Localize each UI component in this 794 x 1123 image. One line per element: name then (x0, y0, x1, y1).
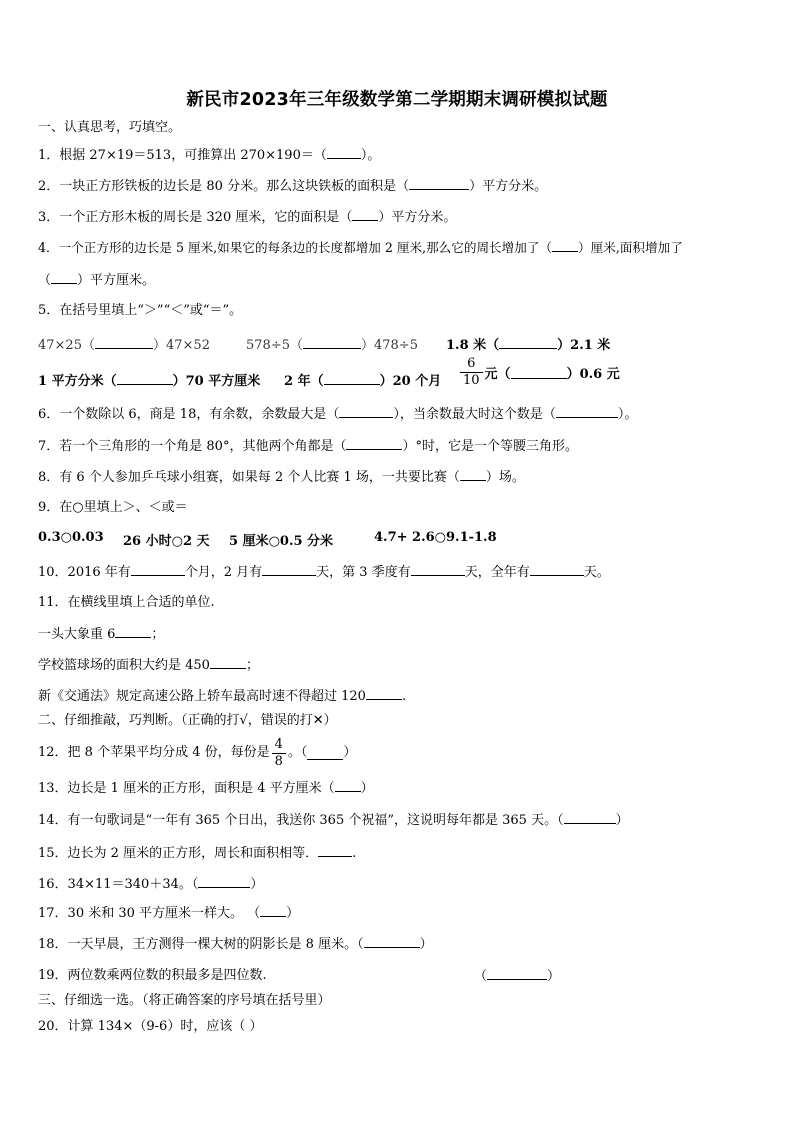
answer-blank[interactable] (530, 563, 584, 576)
section-1-heading: 一、认真思考，巧填空。 (38, 120, 182, 135)
question-13: 13．边长是 1 厘米的正方形，面积是 4 平方厘米（ ） (38, 781, 374, 796)
q11-line-2: 学校篮球场的面积大约是 450 ； (38, 658, 259, 673)
question-3: 3．一个正方形木板的周长是 320 厘米，它的面积是（ ）平方分米。 (38, 210, 457, 225)
q5-item-5: 2 年（ ）20 个月 (284, 374, 442, 389)
answer-blank[interactable] (303, 336, 361, 349)
answer-blank[interactable] (564, 811, 616, 824)
answer-blank[interactable] (556, 405, 618, 418)
q9-item-3: 5 厘米○0.5 分米 (229, 534, 334, 549)
question-2: 2．一块正方形铁板的边长是 80 分米。那么这块铁板的面积是（ ）平方分米。 (38, 179, 548, 194)
answer-blank[interactable] (307, 747, 343, 760)
q9-item-4: 4.7+ 2.6○9.1-1.8 (374, 530, 497, 545)
answer-blank[interactable] (499, 336, 557, 349)
answer-blank[interactable] (260, 904, 286, 917)
answer-blank[interactable] (115, 625, 151, 638)
answer-blank[interactable] (364, 935, 420, 948)
answer-blank[interactable] (487, 967, 547, 980)
answer-blank[interactable] (409, 177, 469, 190)
question-14: 14．有一句歌词是“一年有 365 个日出，我送你 365 个祝福”，这说明每年都是 365 天。（ ） (38, 813, 629, 828)
fraction-4-8: $\frac{4}{8}$ (272, 737, 286, 770)
q11-line-3: 新《交通法》规定高速公路上轿车最高时速不得超过 120 . (38, 689, 407, 704)
q5-item-1: 47×25（ ）47×52 (38, 338, 210, 353)
question-17: 17．30 米和 30 平方厘米一样大。 （ ） (38, 906, 300, 921)
question-19-answer: （ ） (474, 969, 561, 984)
answer-blank[interactable] (366, 687, 402, 700)
question-4-cont: （ ）平方厘米。 (38, 273, 156, 288)
answer-blank[interactable] (262, 563, 316, 576)
question-18: 18．一天早晨，王方测得一棵大树的阴影长是 8 厘米。（ ） (38, 937, 433, 952)
answer-blank[interactable] (460, 468, 486, 481)
q5-item-3: 1.8 米（ ）2.1 米 (446, 338, 611, 353)
question-19: 19．两位数乘两位数的积最多是四位数. (38, 968, 267, 983)
answer-blank[interactable] (327, 146, 361, 159)
answer-blank[interactable] (131, 563, 185, 576)
q9-item-2: 26 小时○2 天 (123, 534, 210, 549)
answer-blank[interactable] (318, 844, 352, 857)
answer-blank[interactable] (324, 372, 380, 385)
question-6: 6．一个数除以 6，商是 18，有余数，余数最大是（ ），当余数最大时这个数是（ ）。 (38, 407, 638, 422)
q11-line-1: 一头大象重 6 ； (38, 627, 165, 642)
q9-item-1: 0.3○0.03 (38, 530, 104, 545)
question-10: 10．2016 年有 个月，2 月有 天，第 3 季度有 天，全年有 天。 (38, 565, 610, 580)
question-16: 16．34×11＝340＋34。（ ） (38, 877, 264, 892)
answer-blank[interactable] (210, 656, 246, 669)
q5-item-6: $\frac{6}{10}$ 元（ ）0.6 元 (458, 356, 620, 389)
answer-blank[interactable] (339, 405, 393, 418)
section-2-heading: 二、仔细推敲，巧判断。（正确的打√，错误的打✕） (38, 713, 337, 728)
question-1: 1．根据 27×19＝513，可推算出 270×190＝（ ）。 (38, 148, 381, 163)
question-5: 5．在括号里填上“＞”“＜”或“＝”。 (38, 303, 243, 318)
question-7: 7．若一个三角形的一个角是 80°，其他两个角都是（ ）°时，它是一个等腰三角形。 (38, 439, 578, 454)
question-11: 11．在横线里填上合适的单位. (38, 595, 215, 610)
question-12: 12．把 8 个苹果平均分成 4 份，每份是 $\frac{4}{8}$ 。（ ） (38, 736, 357, 769)
q5-item-2: 578÷5（ ）478÷5 (246, 338, 418, 353)
answer-blank[interactable] (335, 779, 361, 792)
answer-blank[interactable] (117, 372, 173, 385)
answer-blank[interactable] (198, 875, 250, 888)
page-title: 新民市2023年三年级数学第二学期期末调研模拟试题 (186, 90, 608, 110)
section-3-heading: 三、仔细选一选。（将正确答案的序号填在括号里） (38, 993, 331, 1008)
question-15: 15．边长为 2 厘米的正方形，周长和面积相等． . (38, 846, 357, 861)
answer-blank[interactable] (352, 208, 378, 221)
question-4: 4．一个正方形的边长是 5 厘米,如果它的每条边的长度都增加 2 厘米,那么它的周长增加了（ ）厘米,面积增加了 (38, 240, 683, 255)
answer-blank[interactable] (411, 563, 465, 576)
question-8: 8．有 6 个人参加乒乓球小组赛，如果每 2 个人比赛 1 场，一共要比赛（ ）场。 (38, 470, 525, 485)
question-20: 20．计算 134×（9-6）时，应该（ ） (38, 1019, 263, 1034)
fraction-6-10: $\frac{6}{10}$ (460, 356, 483, 389)
answer-blank[interactable] (511, 366, 567, 379)
q5-item-4: 1 平方分米（ ）70 平方厘米 (38, 374, 261, 389)
answer-blank[interactable] (346, 437, 402, 450)
question-9: 9．在○里填上＞、＜或＝ (38, 500, 188, 515)
answer-blank[interactable] (51, 271, 77, 284)
answer-blank[interactable] (95, 336, 153, 349)
answer-blank[interactable] (552, 239, 578, 252)
